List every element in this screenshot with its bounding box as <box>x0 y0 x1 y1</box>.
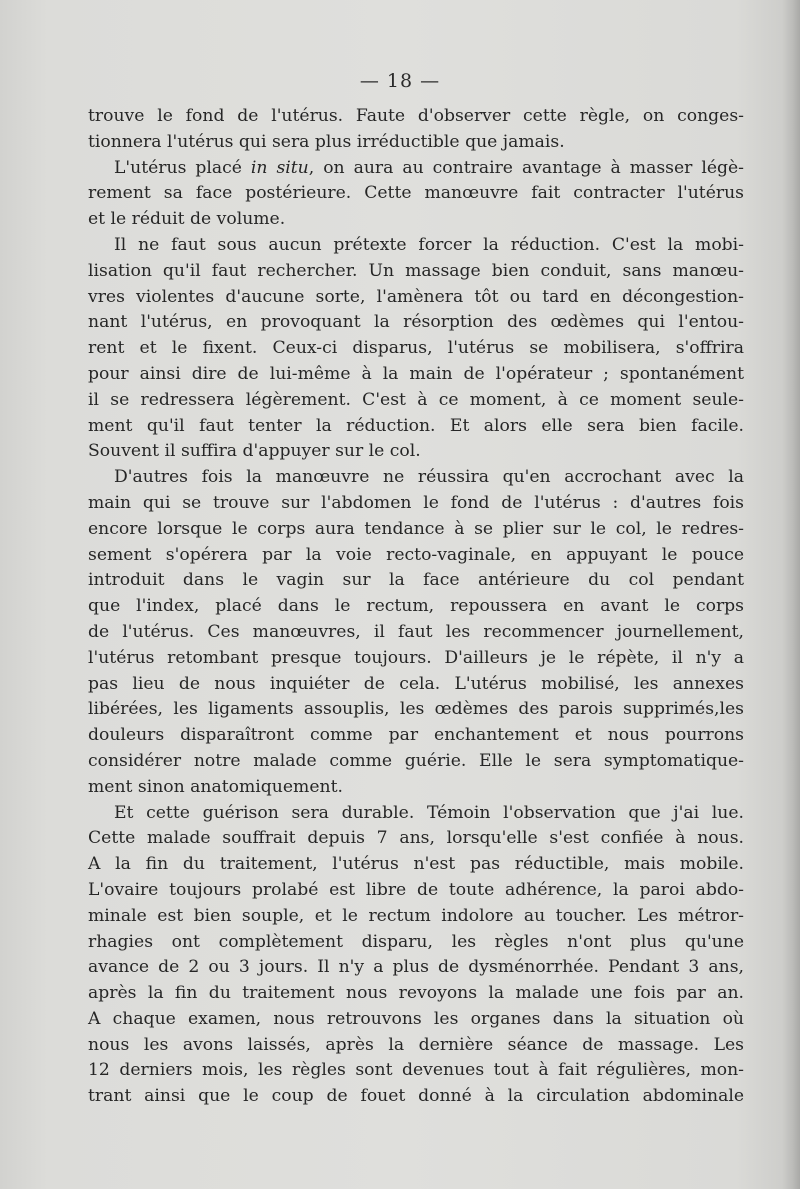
text-line: considérer notre malade comme guérie. Elle le sera symptomatique- <box>88 750 744 771</box>
text-line: rement sa face postérieure. Cette manœuvre fait contracter l'utérus <box>88 183 744 204</box>
text-line: D'autres fois la manœuvre ne réussira qu'en accrochant avec la <box>114 467 744 488</box>
page-number: — 18 — <box>359 70 441 92</box>
body-text <box>88 104 744 1110</box>
text-line: ment sinon anatomiquement. <box>88 776 343 797</box>
text-line: pour ainsi dire de lui-même à la main de l'opérateur ; spontanément <box>88 363 744 384</box>
text-line: L'utérus placé in situ, on aura au contraire avantage à masser légè- <box>114 157 744 178</box>
text-line: trant ainsi que le coup de fouet donné à la circulation abdominale <box>88 1086 744 1107</box>
italic-phrase: in situ <box>250 157 309 178</box>
text-line: après la fin du traitement nous revoyons la malade une fois par an. <box>88 983 744 1004</box>
text-line: pas lieu de nous inquiéter de cela. L'utérus mobilisé, les annexes <box>88 673 744 694</box>
text-line: douleurs disparaîtront comme par enchantement et nous pourrons <box>88 725 744 746</box>
text-line: encore lorsque le corps aura tendance à se plier sur le col, le redres- <box>88 518 744 539</box>
text-line: rent et le fixent. Ceux-ci disparus, l'utérus se mobilisera, s'offrira <box>88 338 744 359</box>
text-line: Et cette guérison sera durable. Témoin l'observation que j'ai lue. <box>114 802 744 823</box>
text-line: que l'index, placé dans le rectum, repoussera en avant le corps <box>88 596 744 617</box>
text-line: introduit dans le vagin sur la face antérieure du col pendant <box>88 570 744 591</box>
text-line: vres violentes d'aucune sorte, l'amènera tôt ou tard en décongestion- <box>88 286 744 307</box>
text-line: trouve le fond de l'utérus. Faute d'observer cette règle, on conges- <box>88 106 744 126</box>
text-line: libérées, les ligaments assouplis, les œdèmes des parois supprimés,les <box>88 699 744 720</box>
text-line: minale est bien souple, et le rectum indolore au toucher. Les métror- <box>88 905 744 926</box>
text-line: main qui se trouve sur l'abdomen le fond de l'utérus : d'autres fois <box>88 492 744 513</box>
text-line: 12 derniers mois, les règles sont devenues tout à fait régulières, mon- <box>88 1060 744 1081</box>
text-line: sement s'opérera par la voie recto-vaginale, en appuyant le pouce <box>88 544 744 565</box>
text-line: lisation qu'il faut rechercher. Un massage bien conduit, sans manœu- <box>88 260 744 281</box>
text-line: A la fin du traitement, l'utérus n'est pas réductible, mais mobile. <box>88 854 744 875</box>
text-line: avance de 2 ou 3 jours. Il n'y a plus de dysménorrhée. Pendant 3 ans, <box>88 957 744 978</box>
text-line: nous les avons laissés, après la dernière séance de massage. Les <box>88 1034 744 1055</box>
text-line: rhagies ont complètement disparu, les règles n'ont plus qu'une <box>88 931 744 952</box>
text-line: ment qu'il faut tenter la réduction. Et alors elle sera bien facile. <box>88 415 744 436</box>
text-line: Cette malade souffrait depuis 7 ans, lorsqu'elle s'est confiée à nous. <box>88 828 744 849</box>
text-line: il se redressera légèrement. C'est à ce moment, à ce moment seule- <box>88 389 744 410</box>
text-line: et le réduit de volume. <box>88 209 286 230</box>
text-line: tionnera l'utérus qui sera plus irréductible que jamais. <box>88 131 565 152</box>
text-line: nant l'utérus, en provoquant la résorption des œdèmes qui l'entou- <box>88 312 744 333</box>
page-edge-shadow <box>782 0 800 1189</box>
text-line: A chaque examen, nous retrouvons les organes dans la situation où <box>88 1008 744 1029</box>
text-line: L'ovaire toujours prolabé est libre de toute adhérence, la paroi abdo- <box>88 879 744 900</box>
text-line: l'utérus retombant presque toujours. D'ailleurs je le répète, il n'y a <box>88 647 744 668</box>
text-line: Il ne faut sous aucun prétexte forcer la réduction. C'est la mobi- <box>114 234 744 255</box>
text-line: de l'utérus. Ces manœuvres, il faut les recommencer journellement, <box>88 621 744 642</box>
text-line: Souvent il suffira d'appuyer sur le col. <box>88 441 421 462</box>
